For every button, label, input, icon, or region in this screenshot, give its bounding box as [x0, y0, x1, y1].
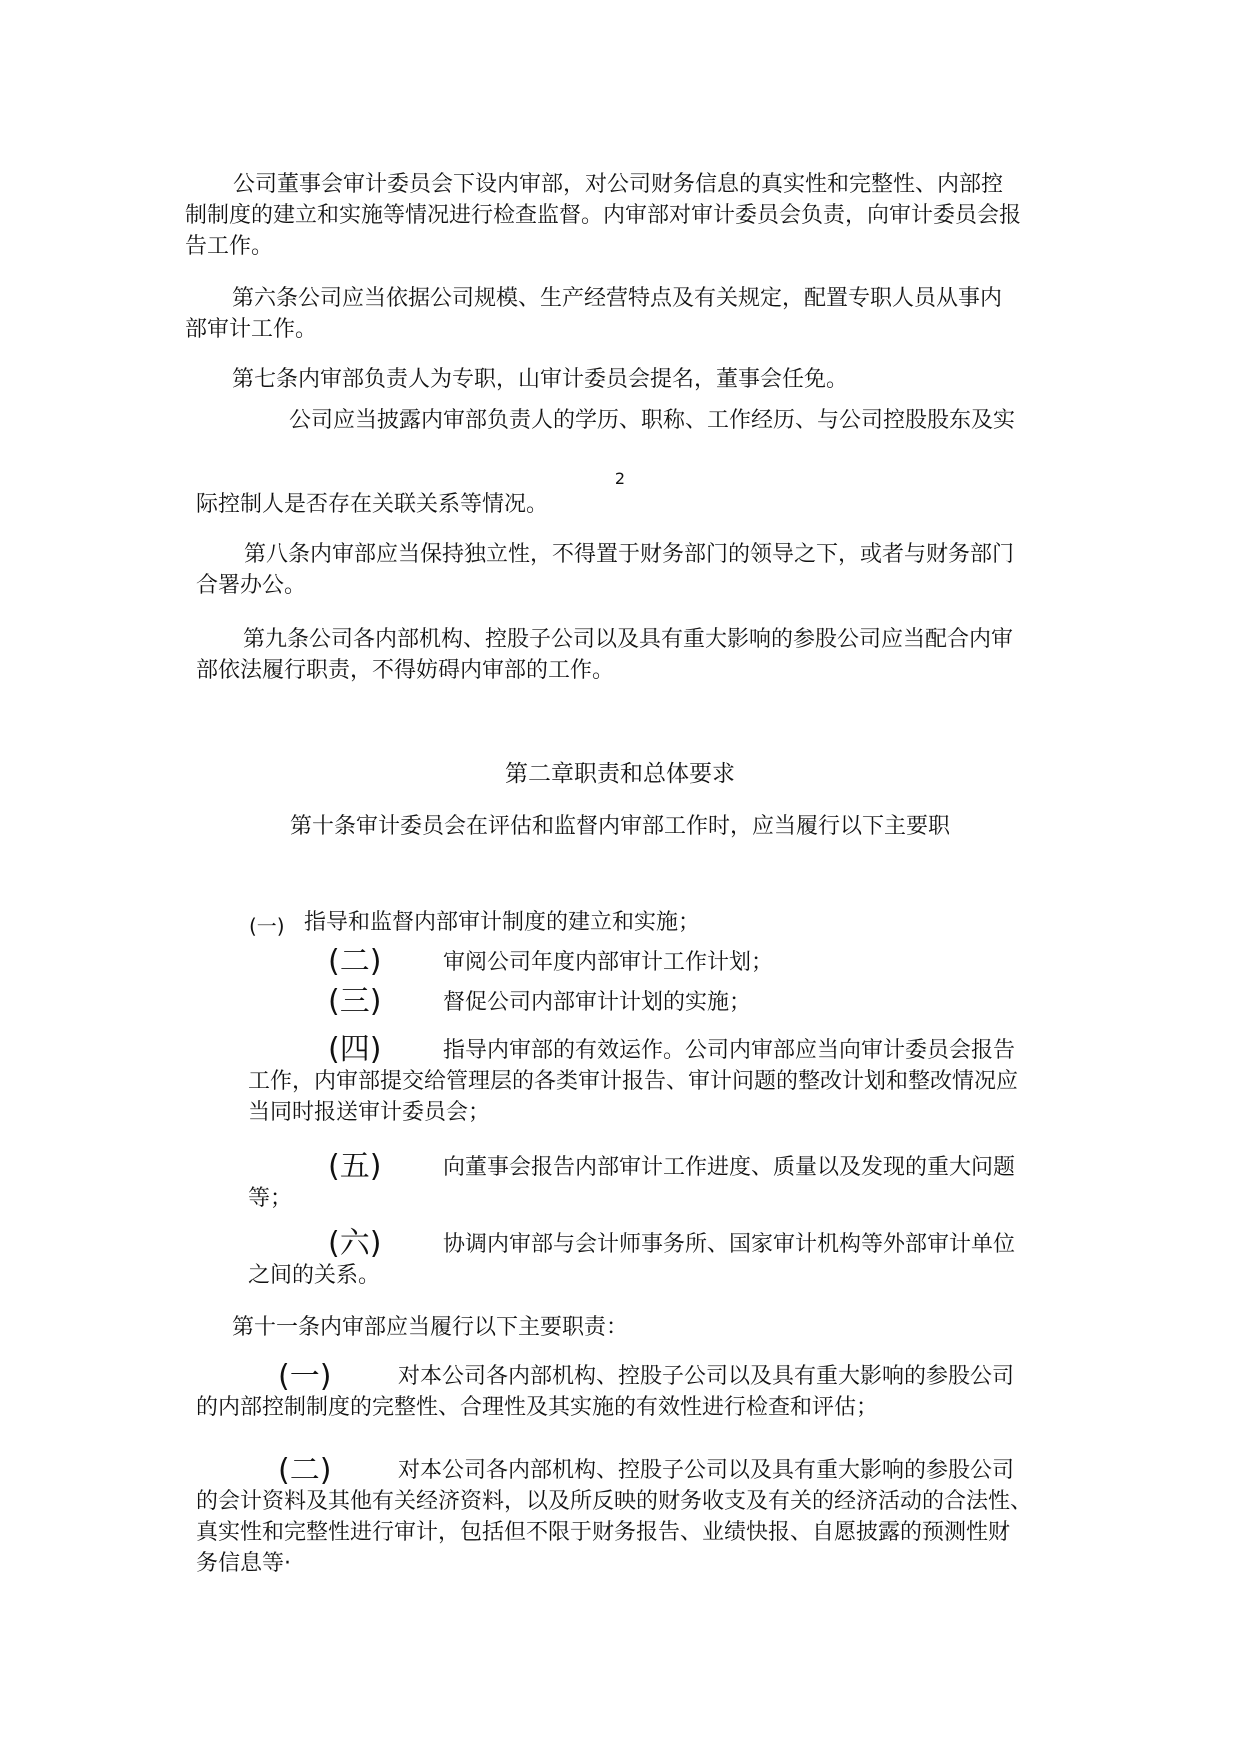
- article-10-item-line: 指导内审部的有效运作。公司内审部应当向审计委员会报告: [443, 1038, 1016, 1063]
- article-8-line: 合署办公。: [196, 573, 307, 598]
- item-number: (五): [328, 1149, 382, 1184]
- article-10-item-line: 审阅公司年度内部审计工作计划；: [443, 950, 774, 975]
- article-9-line: 部依法履行职责，不得妨碍内审部的工作。: [196, 658, 615, 683]
- item-number: (一): [249, 914, 285, 938]
- page-number: 2: [614, 469, 626, 488]
- article-10-item-line: 协调内审部与会计师事务所、国家审计机构等外部审计单位: [443, 1232, 1016, 1257]
- item-number: (三): [328, 984, 382, 1019]
- paragraph-line: 公司董事会审计委员会下设内审部，对公司财务信息的真实性和完整性、内部控: [233, 172, 1004, 197]
- article-11-item-line: 对本公司各内部机构、控股子公司以及具有重大影响的参股公司: [398, 1458, 1015, 1483]
- article-11-item-line: 对本公司各内部机构、控股子公司以及具有重大影响的参股公司: [398, 1364, 1015, 1389]
- article-7-line: 第七条内审部负责人为专职，山审计委员会提名，董事会任免。: [232, 367, 849, 392]
- article-11-item-line: 务信息等·: [196, 1551, 291, 1576]
- article-7-disclosure-line: 公司应当披露内审部负责人的学历、职称、工作经历、与公司控股股东及实: [289, 408, 1016, 433]
- item-number: (四): [328, 1032, 382, 1067]
- article-10-item-line: 指导和监督内部审计制度的建立和实施；: [304, 910, 701, 935]
- article-6-line: 部审计工作。: [185, 317, 318, 342]
- article-9-line: 第九条公司各内部机构、控股子公司以及具有重大影响的参股公司应当配合内审: [243, 627, 1014, 652]
- article-11-item-line: 真实性和完整性进行审计，包括但不限于财务报告、业绩快报、自愿披露的预测性财: [196, 1520, 1011, 1545]
- article-10-item-line: 工作，内审部提交给管理层的各类审计报告、审计问题的整改计划和整改情况应: [248, 1069, 1019, 1094]
- article-11-item-line: 的会计资料及其他有关经济资料，以及所反映的财务收支及有关的经济活动的合法性、: [196, 1489, 1033, 1514]
- item-number: (二): [328, 944, 382, 979]
- article-10-item-line: 向董事会报告内部审计工作进度、质量以及发现的重大问题: [443, 1155, 1016, 1180]
- article-10-intro: 第十条审计委员会在评估和监督内审部工作时，应当履行以下主要职: [289, 814, 950, 839]
- article-10-item-line: 督促公司内部审计计划的实施；: [443, 990, 752, 1015]
- article-11-intro: 第十一条内审部应当履行以下主要职责：: [232, 1315, 629, 1340]
- item-number: (六): [328, 1226, 382, 1261]
- article-6-line: 第六条公司应当依据公司规模、生产经营特点及有关规定，配置专职人员从事内: [232, 286, 1003, 311]
- article-10-item-line: 等；: [248, 1186, 293, 1211]
- article-10-item-line: 当同时报送审计委员会；: [248, 1100, 491, 1125]
- article-8-line: 第八条内审部应当保持独立性，不得置于财务部门的领导之下，或者与财务部门: [244, 542, 1015, 567]
- article-11-item-line: 的内部控制制度的完整性、合理性及其实施的有效性进行检查和评估；: [196, 1395, 879, 1420]
- paragraph-line: 告工作。: [185, 234, 274, 259]
- article-10-item-line: 之间的关系。: [248, 1263, 381, 1288]
- item-number: (一): [278, 1359, 332, 1394]
- paragraph-line: 制制度的建立和实施等情况进行检查监督。内审部对审计委员会负责，向审计委员会报: [185, 203, 1022, 228]
- chapter-title: 第二章职责和总体要求: [505, 761, 735, 787]
- item-number: (二): [278, 1453, 332, 1488]
- article-7-disclosure-line: 际控制人是否存在关联关系等情况。: [196, 492, 549, 517]
